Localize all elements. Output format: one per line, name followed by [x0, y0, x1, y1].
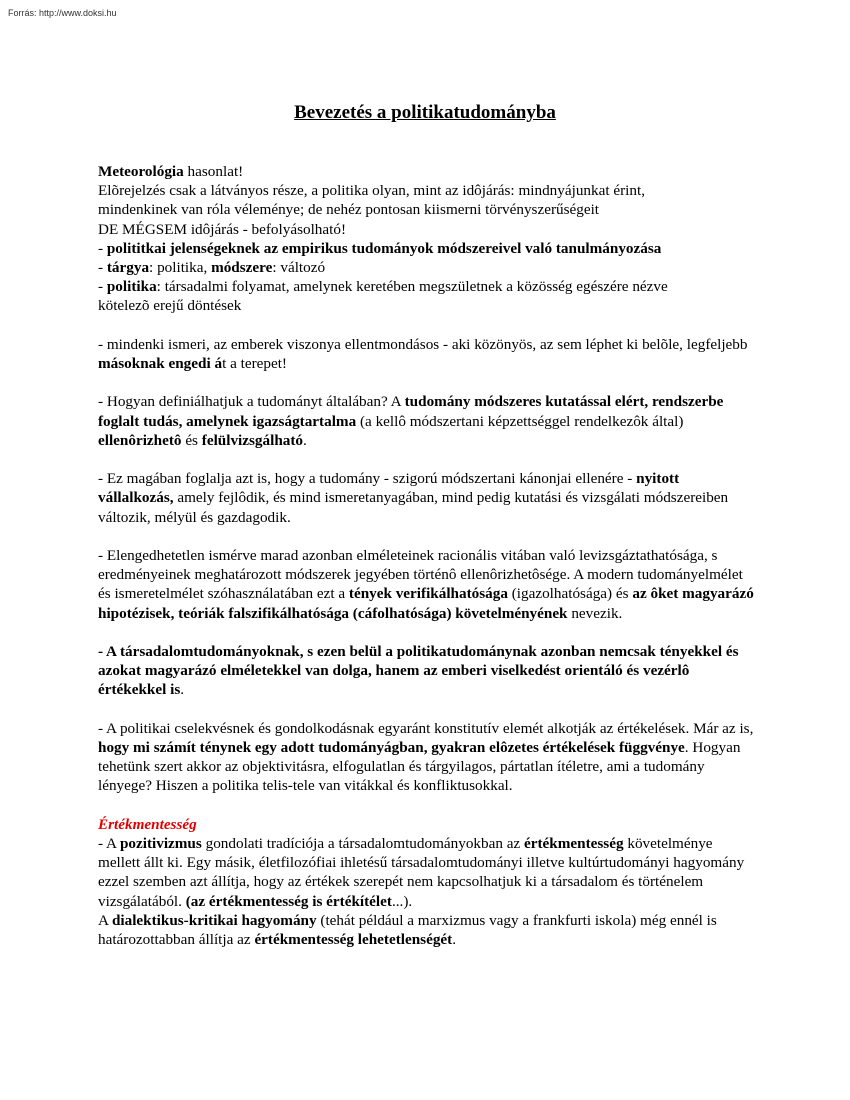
paragraph-meteorology: [98, 162, 758, 316]
bold-term: tárgya: [106, 259, 150, 277]
text-span: nevezik.: [567, 604, 623, 622]
text-line: Elõrejelzés csak a látványos része, a politika olyan, mint az idôjárás: mindnyájunkat érint,: [98, 182, 645, 200]
bold-term: tudomány módszeres kutatással elért, rendszerbe foglalt tudás, amelynek igazságtartalma: [98, 393, 724, 430]
bold-term: dialektikus-kritikai hagyomány: [111, 911, 317, 929]
paragraph-dialectical: [98, 911, 758, 949]
text-line: [98, 239, 758, 258]
bold-term: ellenôrizhetô: [98, 431, 182, 449]
bold-term: módszere: [211, 259, 273, 277]
bold-term: polititkai jelenségeknek az empirikus tudományok módszereivel való tanulmányozása: [106, 239, 662, 257]
text-line: DE MÉGSEM idôjárás - befolyásolható!: [98, 220, 347, 238]
text-line: [98, 277, 758, 296]
bold-term: (az értékmentesség is értékítélet: [185, 892, 392, 910]
document-body: [98, 162, 758, 949]
text-span: .: [303, 431, 307, 449]
text-line: kötelezõ erejű döntések: [98, 297, 242, 315]
text-span: -: [98, 278, 107, 296]
source-note: Forrás: http://www.doksi.hu: [8, 8, 117, 18]
text-span: hasonlat!: [183, 163, 244, 180]
text-span: és: [181, 431, 202, 449]
text-span: .: [452, 931, 457, 949]
text-line: mindenkinek van róla véleménye; de nehéz pontosan kiismerni törvényszerűségeit: [98, 201, 600, 219]
text-span: . Hogyan tehetünk szert akkor az objektivitásra, elfogulatlan és tárgyilagos, pártatlan ítéletre, ami a tudomány lényege? Hiszen a politika telis-tele van vitákkal és konfliktusokkal.: [98, 739, 741, 795]
paragraph-science-definition: [98, 392, 758, 450]
text-span: (igazolhatósága) és: [507, 585, 633, 603]
text-span: - Elengedhetetlen ismérve marad azonban elméleteinek racionális vitában való levizsgáztathatósága, s eredményeinek meghatározott módszerek jegyében történô ellenôrizhetôsége. A modern tudományelmélet és ismeretelmélet szóhasználatában ezt a: [98, 547, 743, 603]
text-span: : politika,: [149, 259, 212, 277]
paragraph-positivism: [98, 834, 758, 911]
text-span: t a terepet!: [222, 355, 287, 373]
text-span: - A politikai cselekvésnek és gondolkodásnak egyaránt konstitutív elemét alkotják az értékelések. Már az is,: [98, 719, 754, 737]
section-heading: Értékmentesség: [98, 815, 197, 833]
text-line: [98, 258, 758, 277]
text-span: .: [180, 681, 185, 699]
text-span: : változó: [272, 259, 326, 277]
text-span: amely fejlôdik, és mind ismeretanyagában, mind pedig kutatási és vizsgálati módszereiben változik, mélyül és gazdagodik.: [98, 489, 729, 526]
text-span: -: [98, 239, 107, 257]
text-span: gondolati tradíciója a társadalomtudományokban az: [201, 835, 525, 852]
text-span: A: [98, 911, 112, 929]
text-span: (a kellô módszertani képzettséggel rendelkezôk által): [356, 412, 684, 430]
text-span: (tehát például a marxizmus vagy a frankfurti iskola) még ennél is határozottabban állítja az: [98, 911, 717, 949]
paragraph-social-sciences: [98, 642, 758, 700]
text-line: [98, 162, 758, 181]
paragraph-open-enterprise: [98, 469, 758, 527]
bold-term: értékmentesség: [524, 835, 624, 852]
paragraph-verifiability: [98, 546, 758, 623]
text-span: : társadalmi folyamat, amelynek keretében megszületnek a közösség egészére nézve: [156, 278, 668, 296]
bold-term: pozitivizmus: [119, 835, 202, 852]
bold-term: felülvizsgálható: [201, 431, 304, 449]
text-span: -: [98, 259, 107, 277]
bold-term: nyitott vállalkozás,: [98, 470, 680, 507]
text-span: - mindenki ismeri, az emberek viszonya ellentmondásos - aki közönyös, az sem léphet ki belõle, legfeljebb: [98, 335, 748, 353]
paragraph-relationship: [98, 335, 758, 373]
bold-term: másoknak engedi á: [98, 355, 223, 373]
text-span: - Ez magában foglalja azt is, hogy a tudomány - szigorú módszertani kánonjai ellenére -: [98, 470, 637, 488]
bold-term: politika: [106, 278, 157, 296]
bold-term: értékmentesség lehetetlenségét: [254, 931, 453, 949]
page-title: Bevezetés a politikatudományba: [294, 102, 556, 123]
bold-term: - A társadalomtudományoknak, s ezen belül a politikatudománynak azonban nemcsak tényekkel és azokat magyarázó elméletekkel van dolga, hanem az emberi viselkedést orientáló és vezérlô értékekkel is: [98, 643, 739, 699]
bold-term: az ôket magyarázó hipotézisek, teóriák falszifikálhatósága (cáfolhatósága) követelményének: [98, 585, 754, 622]
text-span: ...).: [391, 892, 413, 910]
bold-term: hogy mi számít ténynek egy adott tudományágban, gyakran elôzetes értékelések függvénye: [98, 739, 685, 756]
bold-term: tények verifikálhatósága: [348, 585, 508, 603]
text-span: - Hogyan definiálhatjuk a tudományt általában? A: [98, 393, 405, 411]
paragraph-evaluations: [98, 719, 758, 796]
text-span: - A: [98, 835, 120, 852]
text-span: követelménye mellett állt ki. Egy másik, életfilozófiai ihletésű társadalomtudományi illetve kultúrtudományi hagyomány ezzel szemben azt állítja, hogy az értékek szerepét nem kapcsolhatjuk ki a társadalom és történelem vizsgálatából.: [98, 835, 745, 910]
bold-term: Meteorológia: [98, 163, 184, 180]
